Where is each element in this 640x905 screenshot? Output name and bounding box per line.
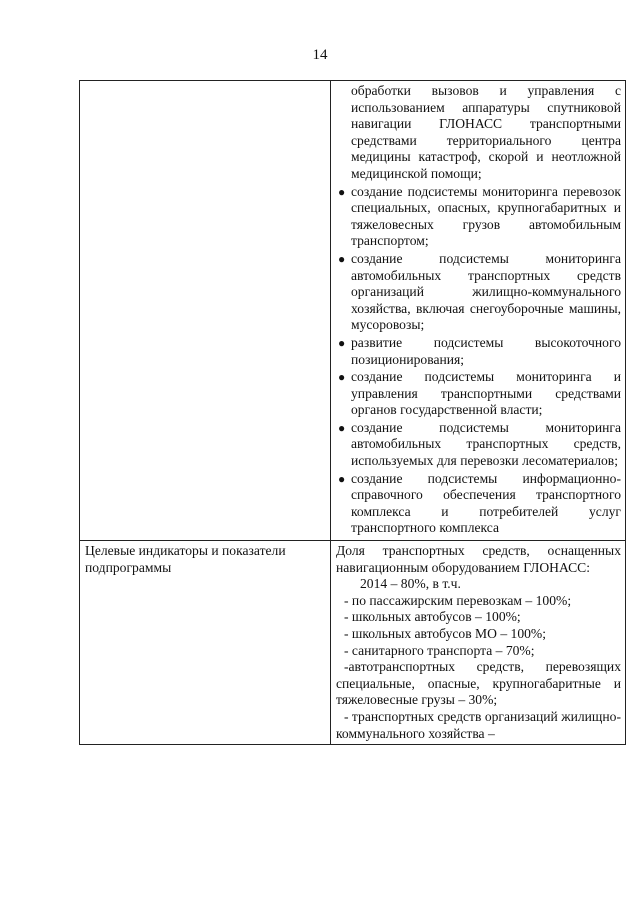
row1-right-cell — [331, 81, 626, 541]
list-item-text: развитие подсистемы высокоточного позиционирования; — [351, 334, 621, 367]
indicator-item: - санитарного транспорта – 70%; — [344, 642, 535, 658]
bullet-icon: ● — [338, 251, 346, 266]
indicator-item: -автотранспортных средств, перевозящих специальные, опасные, крупногабаритные и тяжеловесные грузы – 30%; — [336, 659, 621, 708]
program-table — [79, 80, 626, 745]
table-row — [80, 81, 626, 541]
indicator-item: - по пассажирским перевозкам – 100%; — [344, 592, 572, 608]
bullet-icon: ● — [338, 471, 346, 486]
list-item — [336, 420, 621, 470]
indicator-item: - школьных автобусов – 100%; — [344, 609, 521, 625]
list-item — [336, 369, 621, 419]
indicator-item: - транспортных средств организаций жилищно-коммунального хозяйства – — [336, 708, 621, 741]
indicator-year: 2014 – 80%, в т.ч. — [360, 576, 461, 592]
table-row — [80, 541, 626, 745]
list-item — [336, 335, 621, 368]
indicator-item: - школьных автобусов МО – 100%; — [344, 626, 547, 641]
list-item — [336, 471, 621, 537]
bullet-icon: ● — [338, 420, 346, 435]
list-item-text: создание подсистемы мониторинга и управления транспортными средствами органов государственной власти; — [351, 369, 621, 418]
list-item-text: создание подсистемы информационно-справочного обеспечения транспортного комплекса и потребителей услуг транспортного комплекса — [351, 470, 621, 536]
list-item — [336, 184, 621, 250]
bullet-icon: ● — [338, 184, 346, 199]
row2-left-cell: Целевые индикаторы и показатели подпрограммы — [80, 541, 331, 745]
list-item — [336, 251, 621, 334]
row1-left-cell — [80, 81, 331, 541]
list-item-text: создание подсистемы мониторинга перевозок специальных, опасных, крупногабаритных и тяжеловесных грузов автомобильным транспортом; — [351, 183, 621, 249]
bullet-icon: ● — [338, 335, 346, 350]
list-item-text: создание подсистемы мониторинга автомобильных транспортных средств организаций жилищно-коммунального хозяйства, включая снегоуборочные машины, мусоровозы; — [351, 250, 621, 333]
indicator-heading: Доля транспортных средств, оснащенных навигационным оборудованием ГЛОНАСС: — [336, 543, 621, 575]
measures-list — [336, 184, 621, 537]
row2-right-cell — [331, 541, 626, 745]
row1-intro-text: обработки вызовов и управления с использованием аппаратуры спутниковой навигации ГЛОНАСС транспортными средствами территориального центра медицины катастроф, скорой и неотложной медицинской помощи; — [351, 83, 621, 181]
bullet-icon: ● — [338, 370, 346, 385]
list-item-text: создание подсистемы мониторинга автомобильных транспортных средств, используемых для перевозки лесоматериалов; — [351, 419, 621, 469]
page-number: 14 — [312, 47, 328, 63]
